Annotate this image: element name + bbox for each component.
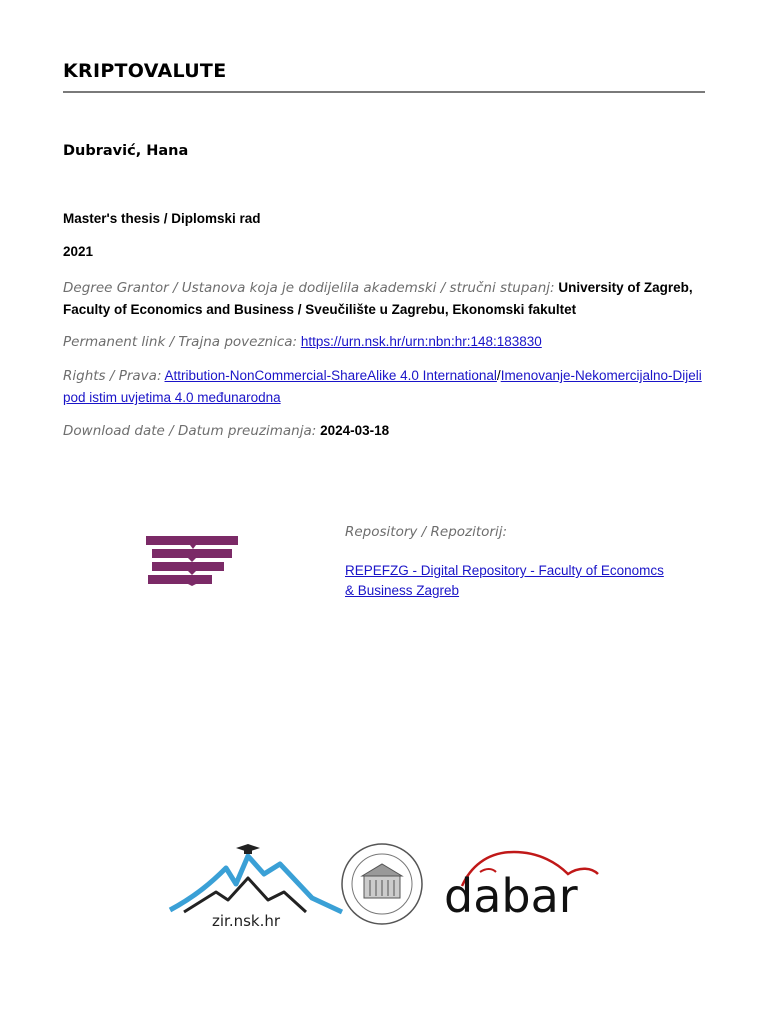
repository-label: Repository / Repozitorij: (345, 524, 508, 540)
rights-separator: / (496, 368, 501, 383)
repository-name-wrap (345, 561, 675, 601)
publication-year: 2021 (63, 244, 94, 259)
degree-grantor-value: University of Zagreb, Faculty of Economics and Business / Sveučilište u Zagrebu, Ekonomski fakultet (63, 280, 693, 317)
thesis-type: Master's thesis / Diplomski rad (63, 211, 261, 226)
repository-link[interactable]: REPEFZG - Digital Repository - Faculty of Economcs & Business Zagreb (345, 563, 664, 598)
author-name: Dubravić, Hana (63, 143, 189, 159)
download-date-label: Download date / Datum preuzimanja: (63, 423, 317, 439)
rights-link-croatian[interactable]: Imenovanje-Nekomercijalno-Dijeli pod istim uvjetima 4.0 međunarodna (63, 368, 702, 405)
download-date-value: 2024-03-18 (320, 423, 390, 438)
permanent-link-url[interactable]: https://urn.nsk.hr/urn:nbn:hr:148:183830 (300, 334, 542, 349)
permanent-link (63, 331, 708, 353)
repository-logo (144, 534, 240, 586)
rights (63, 365, 708, 408)
rights-link-english[interactable]: Attribution-NonCommercial-ShareAlike 4.0 International (164, 368, 497, 383)
title-divider (63, 91, 705, 93)
dabar-wordmark: dabar (444, 869, 578, 923)
rights-label: Rights / Prava: (63, 368, 162, 384)
degree-grantor (63, 277, 708, 320)
permanent-link-label: Permanent link / Trajna poveznica: (63, 334, 298, 350)
document-title: KRIPTOVALUTE (63, 60, 227, 82)
zir-logo-text: zir.nsk.hr (212, 912, 281, 928)
dabar-logo[interactable] (440, 846, 605, 926)
download-date (63, 420, 708, 442)
degree-grantor-label: Degree Grantor / Ustanova koja je dodijelila akademski / stručni stupanj: (63, 280, 555, 296)
zir-logo[interactable] (168, 840, 344, 928)
university-seal-logo (340, 842, 424, 926)
